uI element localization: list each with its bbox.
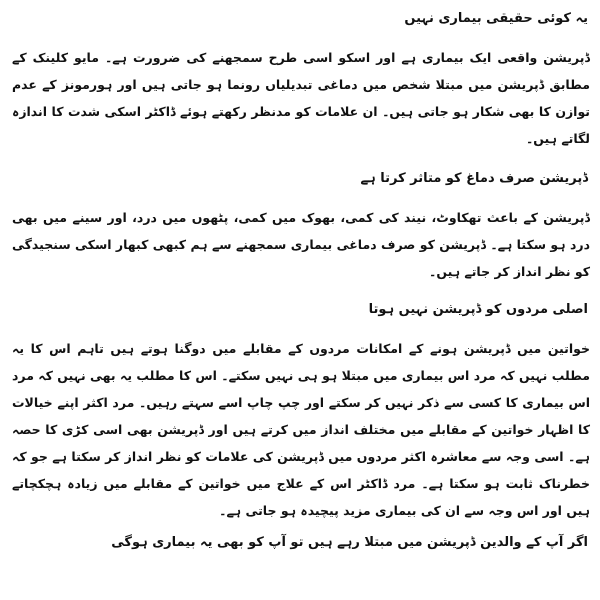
section-heading-real-men: اصلی مردوں کو ڈپریشن نہیں ہوتا — [368, 302, 588, 317]
section-body-not-real-illness: ڈپریشن واقعی ایک بیماری ہے اور اسکو اسی طرح سمجھنے کی ضرورت ہے۔ مایو کلینک کے مطابق ڈپریشن میں مبتلا شخص میں دماغی تبدیلیاں رونما ہو جاتی ہیں اور ہورمونز کے عدم توازن کا بھی شکار ہو جاتی ہیں۔ ان علامات کو مدنظر رکھتے ہوئے ڈاکٹر اسکی شدت کا اندازہ لگاتے ہیں۔ — [12, 50, 590, 146]
section-body-real-men: خواتین میں ڈپریشن ہونے کے امکانات مردوں کے مقابلے میں دوگنا ہوتے ہیں تاہم اس کا یہ مطلب نہیں کہ مرد اس بیماری میں مبتلا ہو ہی نہیں سکتے۔ اس کا مطلب یہ بھی نہیں کہ مرد اس بیماری کا کسی سے ذکر نہیں کر سکتے اور چپ چاپ اسے سہتے رہیں۔ مرد اکثر اپنے خیالات کا اظہار خواتین کے مقابلے میں مختلف انداز میں کرتے ہیں اور ڈپریشن بھی اسی کڑی کا حصہ ہے۔ اسی وجہ سے معاشرہ اکثر مردوں میں ڈپریشن کی علامات کو نظر انداز کر سکتا ہے جو کہ خطرناک ثابت ہو سکتا ہے۔ مرد ڈاکٹر اس کے علاج میں خواتین کے مقابلے میں زیادہ ہچکچاتے ہیں اور اس وجہ سے ان کی بیماری مزید پیچیدہ ہو جاتی ہے۔ — [12, 341, 590, 518]
section-body-brain-only: ڈپریشن کے باعث تھکاوٹ، نیند کی کمی، بھوک میں کمی، پٹھوں میں درد، اور سینے میں بھی درد ہو سکتا ہے۔ ڈپریشن کو صرف دماغی بیماری سمجھنے سے ہم کبھی کبھار اسکی سنجیدگی کو نظر انداز کر جاتے ہیں۔ — [12, 210, 590, 279]
section-heading-not-real-illness: یہ کوئی حقیقی بیماری نہیں — [404, 11, 588, 26]
section-heading-brain-only: ڈپریشن صرف دماغ کو متاثر کرتا ہے — [360, 171, 588, 186]
section-heading-parents-depression: اگر آپ کے والدین ڈپریشن میں مبتلا رہے ہیں تو آپ کو بھی یہ بیماری ہوگی — [111, 535, 588, 550]
